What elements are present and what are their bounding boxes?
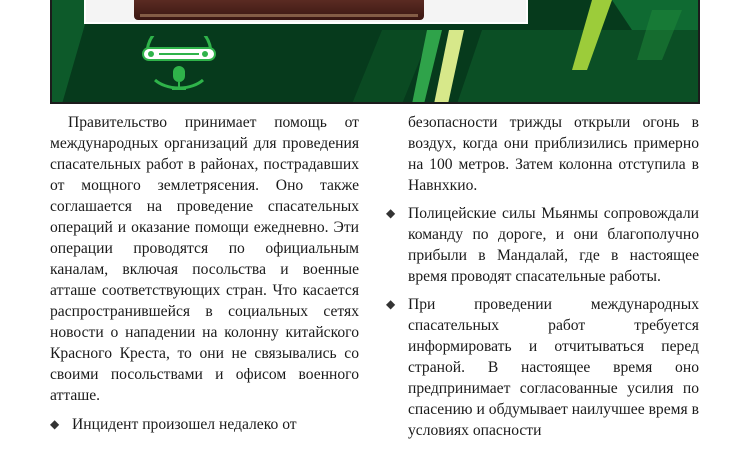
left-column	[50, 112, 359, 442]
photo-frame	[84, 0, 528, 24]
continued-text: безопасности трижды открыли огонь в воздух, когда они приблизились примерно на 100 метров. Затем колонна отступила в Навнхкио.	[408, 114, 699, 194]
bullet-text: При проведении международных спасательных работ требуется информировать и отчитываться перед страной. В настоящее время оно предпринимает согласованные усилия по спасению и обдумывает наилучшее время в условиях опасности	[408, 296, 699, 439]
list-item	[386, 203, 699, 287]
diamond-bullet-icon: ◆	[386, 297, 396, 311]
right-column	[386, 112, 699, 448]
header-banner	[50, 0, 700, 104]
microphone-logo-icon	[137, 36, 221, 94]
bullet-text: Полицейские силы Мьянмы сопровождали команду по дороге, и они благополучно прибыли в Мандалай, где в настоящее время проводят спасательные работы.	[408, 205, 699, 285]
list-item	[386, 294, 699, 441]
diamond-bullet-icon: ◆	[386, 206, 396, 220]
main-paragraph: Правительство принимает помощь от международных организаций для проведения спасательных работ в районах, пострадавших от мощного землетрясения. Оно также соглашается на проведение спасательных операций и оказание помощи ежедневно. Эти операции проводятся по официальным каналам, включая посольства и военные атташе соответствующих стран. Что касается распространившейся в социальных сетях новости о нападении на колонну китайского Красного Креста, то они не связывались со своими посольствами и офисом военного атташе.	[50, 114, 359, 404]
bullet-text: Инцидент произошел недалеко от	[72, 416, 297, 433]
header-photo	[134, 0, 424, 20]
diamond-bullet-icon: ◆	[50, 417, 60, 431]
list-item	[50, 414, 359, 435]
